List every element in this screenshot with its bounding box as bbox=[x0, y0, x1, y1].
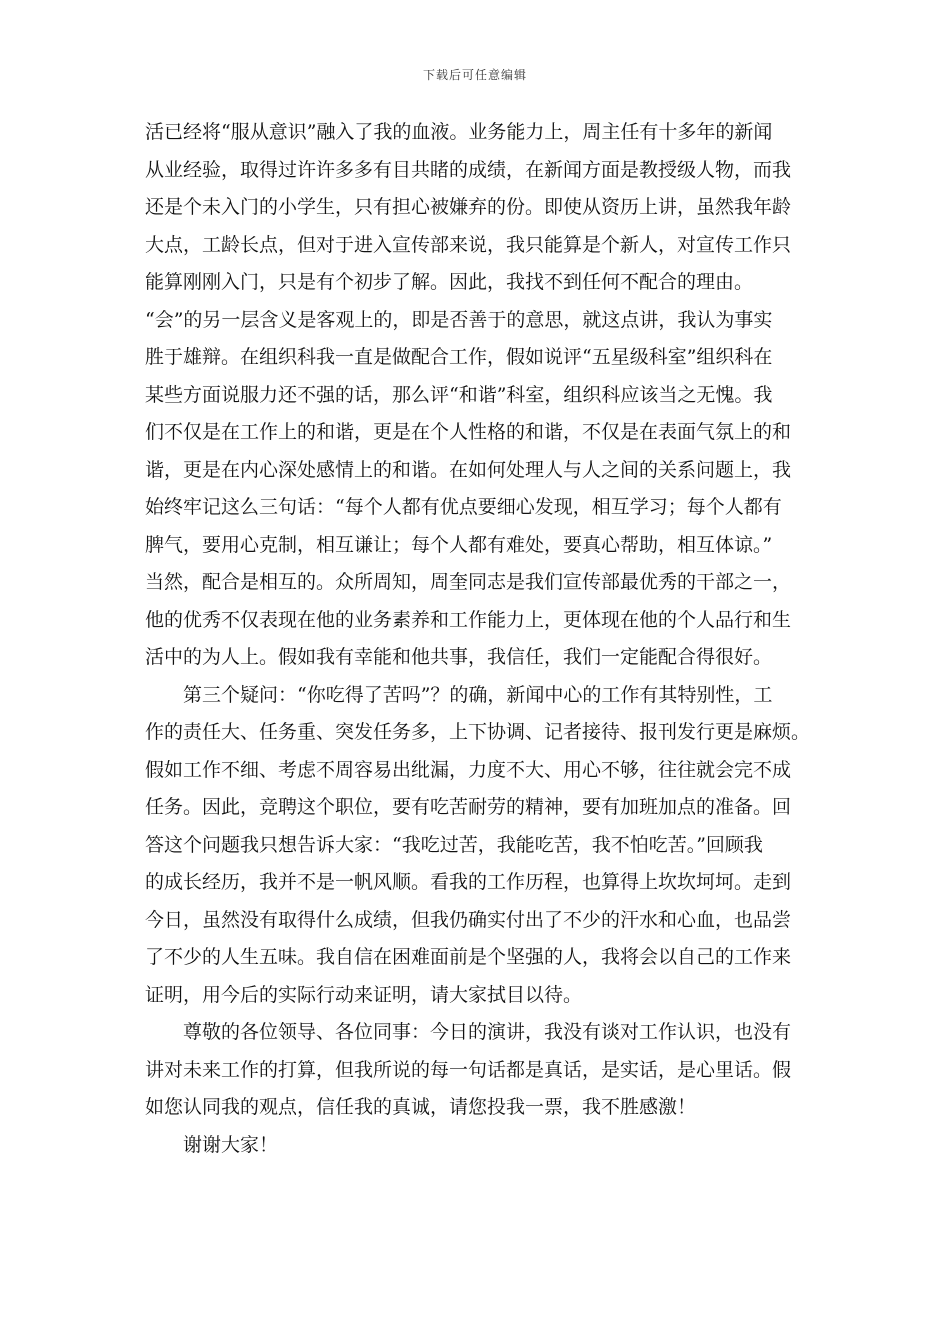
text-line: 当然，配合是相互的。众所周知，周奎同志是我们宣传部最优秀的干部之一， bbox=[145, 571, 792, 593]
text-line: 证明，用今后的实际行动来证明，请大家拭目以待。 bbox=[145, 983, 583, 1006]
text-line: 今日，虽然没有取得什么成绩，但我仍确实付出了不少的汗水和心血，也品尝 bbox=[145, 908, 792, 931]
text-line: 尊敬的各位领导、各位同事：今日的演讲，我没有谈对工作认识，也没有 bbox=[145, 1021, 792, 1043]
text-line: 他的优秀不仅表现在他的业务素养和工作能力上，更体现在他的个人品行和生 bbox=[145, 608, 792, 631]
text-line: 第三个疑问：“你吃得了苦吗”？的确，新闻中心的工作有其特别性，工 bbox=[145, 683, 773, 706]
text-line: 谢谢大家！ bbox=[145, 1133, 279, 1156]
text-line: 讲对未来工作的打算，但我所说的每一句话都是真话，是实话，是心里话。假 bbox=[145, 1058, 792, 1081]
text-line: 任务。因此，竞聘这个职位，要有吃苦耐劳的精神，要有加班加点的准备。回 bbox=[145, 796, 792, 818]
text-line: 大点，工龄长点，但对于进入宣传部来说，我只能算是个新人，对宣传工作只 bbox=[145, 233, 792, 256]
text-line: 从业经验，取得过许许多多有目共睹的成绩，在新闻方面是教授级人物，而我 bbox=[145, 158, 792, 181]
text-line: 的成长经历，我并不是一帆风顺。看我的工作历程，也算得上坎坎坷坷。走到 bbox=[145, 871, 792, 893]
text-line: 脾气，要用心克制，相互谦让；每个人都有难处，要真心帮助，相互体谅。” bbox=[145, 533, 773, 556]
text-line: 谐，更是在内心深处感情上的和谐。在如何处理人与人之间的关系问题上，我 bbox=[145, 458, 792, 481]
text-line: 作的责任大、任务重、突发任务多，上下协调、记者接待、报刊发行更是麻烦。 bbox=[145, 721, 811, 743]
text-line: 们不仅是在工作上的和谐，更是在个人性格的和谐，不仅是在表面气氛上的和 bbox=[145, 421, 792, 443]
text-line: 某些方面说服力还不强的话，那么评“和谐”科室，组织科应该当之无愧。我 bbox=[145, 383, 773, 406]
text-line: 能算刚刚入门，只是有个初步了解。因此，我找不到任何不配合的理由。 bbox=[145, 271, 754, 293]
text-line: “会”的另一层含义是客观上的，即是否善于的意思，就这点讲，我认为事实 bbox=[145, 308, 773, 331]
document-body bbox=[145, 114, 815, 1164]
text-line: 胜于雄辩。在组织科我一直是做配合工作，假如说评“五星级科室”组织科在 bbox=[145, 346, 773, 368]
text-line: 了不少的人生五味。我自信在困难面前是个坚强的人，我将会以自己的工作来 bbox=[145, 946, 792, 968]
text-line: 活已经将“服从意识”融入了我的血液。业务能力上，周主任有十多年的新闻 bbox=[145, 121, 773, 143]
text-line: 始终牢记这么三句话：“每个人都有优点要细心发现，相互学习；每个人都有 bbox=[145, 496, 782, 518]
text-line: 如您认同我的观点，信任我的真诚，请您投我一票，我不胜感激！ bbox=[145, 1096, 697, 1118]
page-header: 下载后可任意编辑 bbox=[422, 68, 527, 82]
text-line: 答这个问题我只想告诉大家：“我吃过苦，我能吃苦，我不怕吃苦。”回顾我 bbox=[145, 833, 763, 856]
text-line: 假如工作不细、考虑不周容易出纰漏，力度不大、用心不够，往往就会完不成 bbox=[145, 758, 792, 781]
text-line: 还是个未入门的小学生，只有担心被嫌弃的份。即使从资历上讲，虽然我年龄 bbox=[145, 196, 792, 218]
text-line: 活中的为人上。假如我有幸能和他共事，我信任，我们一定能配合得很好。 bbox=[145, 646, 773, 668]
